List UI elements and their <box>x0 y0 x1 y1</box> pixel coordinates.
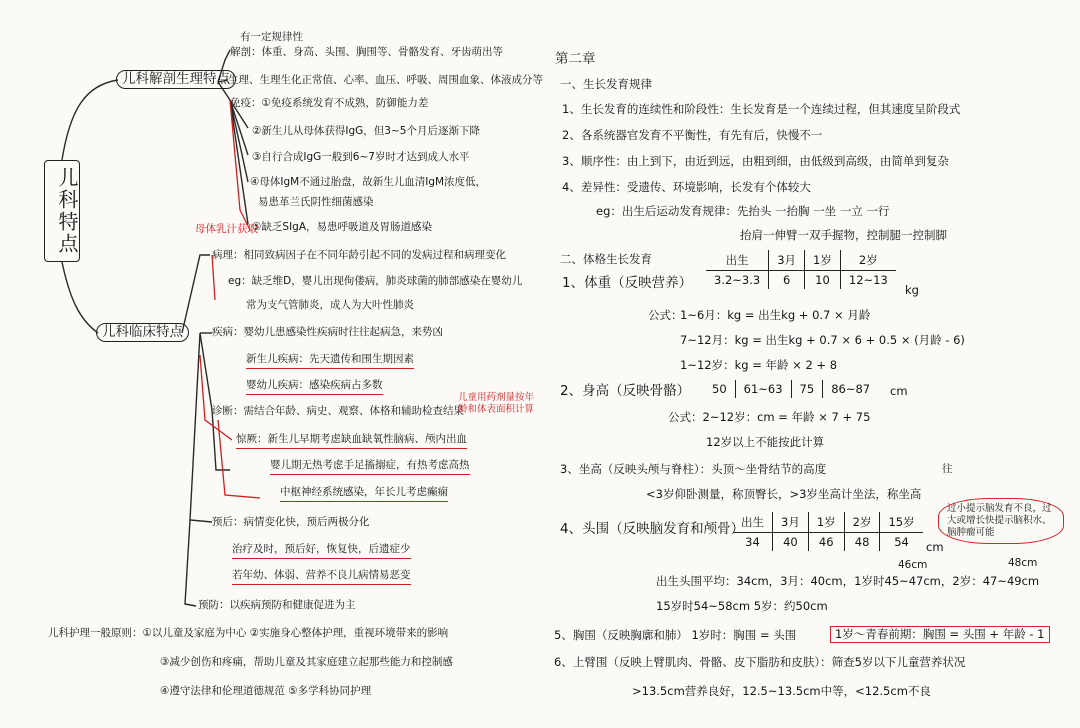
rule-3: 3、顺序性：由上到下，由近到远，由粗到细，由低级到高级，由简单到复杂 <box>562 154 949 168</box>
head-col-birth: 出生 <box>733 512 773 533</box>
sitting-height: 3、坐高（反映头颅与脊柱）：头顶～坐骨结节的高度 <box>560 462 827 476</box>
sitting-height-2: <3岁仰卧测量，称顶臀长，>3岁坐高计坐法，称坐高 <box>646 487 922 501</box>
head-average: 出生头围平均：34cm，3月：40cm，1岁时45~47cm，2岁：47~49cm <box>656 574 1040 588</box>
head-unit: cm <box>926 540 944 554</box>
rule-4-example: eg：出生后运动发育规律：先抬头 一抬胸 一坐 一立 一行 <box>596 204 890 218</box>
head-col-1y: 1岁 <box>808 512 844 533</box>
diagnosis-convulsion-2: 婴儿期无热考虑手足搐搦症，有热考虑高热 <box>270 458 470 475</box>
height-formula-note: 12岁以上不能按此计算 <box>706 435 825 449</box>
weight-unit: kg <box>905 283 919 297</box>
weight-col-1y: 1岁 <box>805 250 841 271</box>
red-note-breastmilk: 母体乳汁获取 <box>195 223 258 235</box>
weight-formula-2: 7~12月：kg = 出生kg + 0.7 × 6 + 0.5 × (月龄 - 6) <box>680 333 965 347</box>
height-label: 2、身高（反映骨骼） <box>560 383 691 399</box>
branch-line-clinical <box>62 262 98 333</box>
height-unit: cm <box>890 384 908 398</box>
height-table <box>704 380 878 398</box>
immunity-line: 免疫：①免疫系统发育不成熟，防御能力差 <box>230 97 429 109</box>
chest-line: 5、胸围（反映胸廓和肺） 1岁时：胸围 = 头围 <box>554 628 797 642</box>
head-col-15y: 15岁 <box>880 512 923 533</box>
weight-col-2y: 2岁 <box>840 250 895 271</box>
head-val-3m: 40 <box>773 533 809 552</box>
diagnosis-line: 诊断：需结合年龄、病史、观察、体格和辅助检查结果 <box>212 405 464 417</box>
disease-infant: 婴幼儿疾病：感染疾病占多数 <box>246 378 383 395</box>
prevention-line: 预防：以疾病预防和健康促进为主 <box>198 599 356 611</box>
nursing-principles-3: ④遵守法律和伦理道德规范 ⑤多学科协同护理 <box>160 685 372 697</box>
chapter-title: 第二章 <box>555 51 596 67</box>
height-val-2y: 86~87 <box>823 380 878 398</box>
rule-2: 2、各系统器官发育不平衡性，有先有后，快慢不一 <box>562 128 823 142</box>
weight-table <box>706 250 896 289</box>
pathology-line: 病理：相同致病因子在不同年龄引起不同的发病过程和病理变化 <box>212 249 506 261</box>
prognosis-item-3: 若年幼、体弱、营养不良儿病情易恶变 <box>232 568 411 585</box>
section2-heading: 二、体格生长发育 <box>560 252 652 266</box>
chest-red-formula: 1岁～青春前期：胸围 = 头围 + 年龄 - 1 <box>830 626 1050 643</box>
head-col-3m: 3月 <box>773 512 809 533</box>
branch1-label: 儿科解剖生理特点 <box>116 70 236 89</box>
weight-formula-1: 1~6月：kg = 出生kg + 0.7 × 月龄 <box>680 308 871 322</box>
head-48-note: 48cm <box>1008 557 1038 569</box>
section1-heading: 一、生长发育规律 <box>560 77 652 91</box>
head-col-2y: 2岁 <box>844 512 880 533</box>
head-average-2: 15岁时54~58cm 5岁：约50cm <box>656 599 828 613</box>
height-val-3m: 61~63 <box>735 380 791 398</box>
head-table <box>733 512 923 551</box>
rule-1: 1、生长发育的连续性和阶段性：生长发育是一个连续过程，但其速度呈阶段式 <box>562 102 961 116</box>
height-formula: 公式：2~12岁：cm = 年龄 × 7 + 75 <box>668 410 871 424</box>
weight-label: 1、体重（反映营养） <box>562 275 693 291</box>
weight-val-2y: 12~13 <box>840 271 895 290</box>
arm-line-2: >13.5cm营养良好，12.5~13.5cm中等，<12.5cm不良 <box>632 684 931 698</box>
head-46-note: 46cm <box>898 559 928 571</box>
branch-line-anatomy <box>62 80 118 160</box>
weight-col-birth: 出生 <box>706 250 769 271</box>
formula-label: 公式： <box>648 308 683 322</box>
immunity-item-4: ④母体IgM不通过胎盘，故新生儿血清IgM浓度低， <box>250 176 487 188</box>
head-val-birth: 34 <box>745 535 760 549</box>
nursing-principles-1: 儿科护理一般原则：①以儿童及家庭为中心 ②实施身心整体护理，重视环境带来的影响 <box>48 627 449 639</box>
arm-line: 6、上臂围（反映上臂肌肉、骨骼、皮下脂肪和皮肤）：筛查5岁以下儿童营养状况 <box>554 655 966 669</box>
pathology-example: eg：缺乏维D，婴儿出现佝偻病，肺炎球菌的肺部感染在婴幼儿 <box>228 275 523 287</box>
rule-4-example-2: 抬肩一伸臂一双手握物，控制腿一控制脚 <box>740 228 947 242</box>
weight-val-birth: 3.2~3.3 <box>714 273 761 287</box>
diagnosis-convulsion-3: 中枢神经系统感染，年长儿考虑癫痫 <box>280 485 448 502</box>
height-val-1y: 75 <box>791 380 823 398</box>
head-val-1y: 46 <box>808 533 844 552</box>
rule-4: 4、差异性：受遗传、环境影响，长发有个体较大 <box>562 180 811 194</box>
sitting-height-note: 往 <box>942 463 953 475</box>
weight-formula-3: 1~12岁：kg = 年龄 × 2 + 8 <box>680 358 838 372</box>
head-annotation: 过小提示脑发育不良，过大或增长快提示脑积水、脑肿瘤可能 <box>938 498 1064 544</box>
immunity-item-4b: 易患革兰氏阴性细菌感染 <box>258 196 374 208</box>
prognosis-line: 预后：病情变化快，预后两极分化 <box>212 516 370 528</box>
weight-col-3m: 3月 <box>769 250 805 271</box>
head-val-2y: 48 <box>844 533 880 552</box>
physiology-line: 生理、生理生化正常值、心率、血压、呼吸、周围血象、体液成分等 <box>228 74 543 86</box>
pathology-example-2: 常为支气管肺炎，成人为大叶性肺炎 <box>246 299 414 311</box>
immunity-item-2: ②新生儿从母体获得IgG，但3~5个月后逐渐下降 <box>252 125 480 137</box>
anatomy-line: 解剖：体重、身高、头围、胸围等、骨骼发育、牙齿萌出等 <box>230 46 503 58</box>
center-title: 儿科特点 <box>44 160 80 262</box>
weight-val-1y: 10 <box>805 271 841 290</box>
weight-val-3m: 6 <box>769 271 805 290</box>
head-label: 4、头围（反映脑发育和颅骨） <box>560 521 745 537</box>
nursing-principles-2: ③减少创伤和疼痛，帮助儿童及其家庭建立起那些能力和控制感 <box>160 656 453 668</box>
branch2-label: 儿科临床特点 <box>96 323 189 342</box>
disease-newborn: 新生儿疾病：先天遗传和围生期因素 <box>246 352 414 369</box>
immunity-item-3: ③自行合成IgG一般到6~7岁时才达到成人水平 <box>252 151 470 163</box>
immunity-item-5: ⑤缺乏SIgA，易患呼吸道及胃肠道感染 <box>252 221 433 233</box>
branch1-top-note: 有一定规律性 <box>240 31 303 43</box>
prognosis-item-2: 治疗及时，预后好，恢复快，后遗症少 <box>232 542 411 559</box>
disease-line: 疾病：婴幼儿患感染性疾病时往往起病急，来势凶 <box>212 326 443 338</box>
diagnosis-convulsion-1: 惊厥：新生儿早期考虑缺血缺氧性脑病、颅内出血 <box>236 432 467 449</box>
red-note-dosage: 儿童用药剂量按年龄和体表面积计算 <box>458 392 535 415</box>
height-val-birth: 50 <box>712 382 727 396</box>
head-val-15y: 54 <box>880 533 923 552</box>
